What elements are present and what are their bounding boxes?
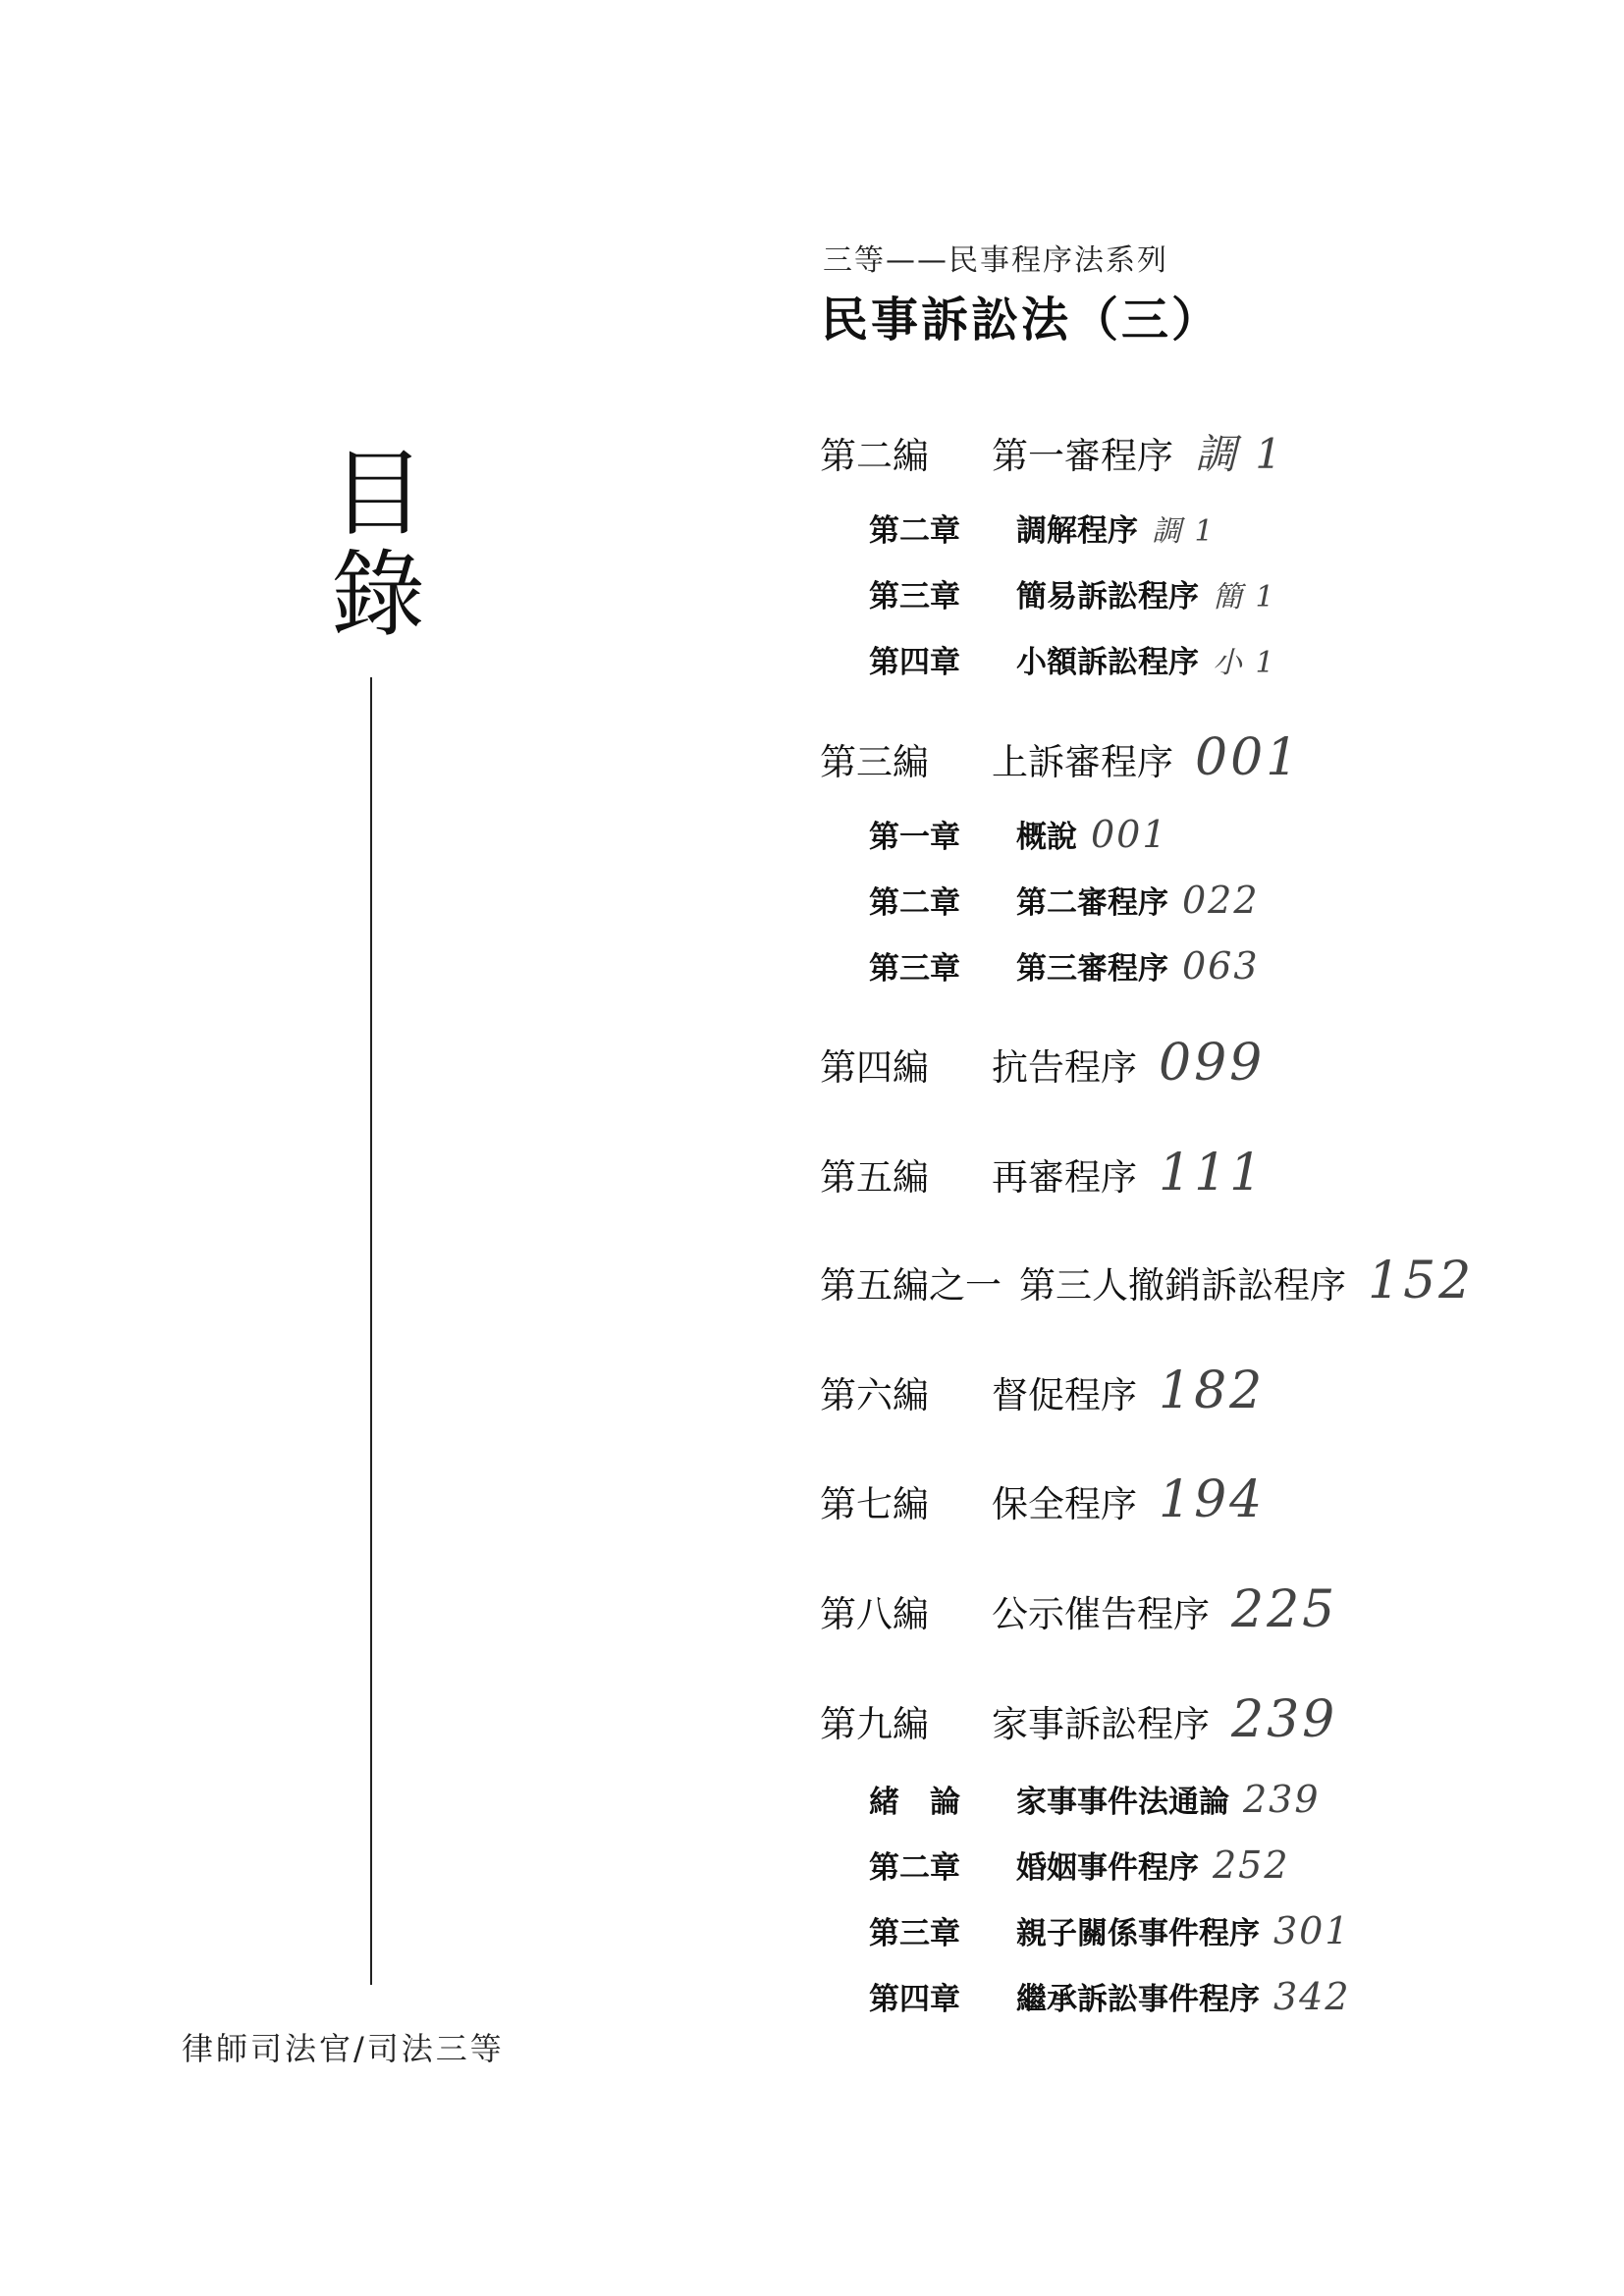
toc-chapter[interactable] xyxy=(869,1777,1321,1821)
toc-part-4[interactable] xyxy=(820,1034,1265,1093)
toc-chapter[interactable] xyxy=(869,637,1276,681)
toc-chapter[interactable] xyxy=(869,1842,1290,1887)
toc-part-3[interactable] xyxy=(820,728,1301,787)
toc-title: 家事事件法通論 xyxy=(1016,1785,1229,1820)
toc-page: 063 xyxy=(1182,944,1260,988)
toc-part-2[interactable] xyxy=(820,422,1284,481)
toc-page: 239 xyxy=(1231,1690,1338,1749)
vertical-divider xyxy=(370,677,372,1985)
toc-page: 001 xyxy=(1195,728,1302,787)
toc-number: 第二章 xyxy=(869,513,960,549)
toc-page: 001 xyxy=(1091,813,1168,856)
toc-title: 調解程序 xyxy=(1016,513,1138,549)
toc-page: 182 xyxy=(1159,1362,1266,1420)
toc-number: 第四編 xyxy=(820,1046,929,1089)
toc-part-5[interactable] xyxy=(820,1144,1265,1202)
toc-chapter[interactable] xyxy=(869,943,1260,988)
toc-page: 簡 1 xyxy=(1213,580,1276,614)
toc-title: 上訴審程序 xyxy=(992,741,1173,783)
toc-part-6[interactable] xyxy=(820,1362,1265,1420)
toc-title: 親子關係事件程序 xyxy=(1016,1916,1260,1951)
toc-page: 252 xyxy=(1213,1843,1290,1887)
toc-title: 第二審程序 xyxy=(1016,885,1168,921)
toc-part-9[interactable] xyxy=(820,1690,1337,1749)
toc-page: 022 xyxy=(1182,879,1260,922)
toc-number: 第四章 xyxy=(869,645,960,680)
toc-part-8[interactable] xyxy=(820,1580,1337,1639)
toc-number: 第八編 xyxy=(820,1593,929,1635)
toc-page: 239 xyxy=(1243,1778,1321,1821)
toc-title: 第三審程序 xyxy=(1016,951,1168,987)
toc-chapter[interactable] xyxy=(869,812,1168,856)
toc-title: 婚姻事件程序 xyxy=(1016,1850,1199,1886)
toc-number: 第二章 xyxy=(869,885,960,921)
toc-number: 第六編 xyxy=(820,1374,929,1416)
toc-title: 小額訴訟程序 xyxy=(1016,645,1199,680)
toc-number: 第九編 xyxy=(820,1703,929,1745)
toc-title: 第一審程序 xyxy=(992,435,1173,477)
toc-title: 抗告程序 xyxy=(992,1046,1137,1089)
toc-page: 194 xyxy=(1159,1470,1266,1529)
toc-page: 342 xyxy=(1273,1975,1351,2018)
toc-heading-char-1: 目 xyxy=(331,439,425,549)
series-label: 三等——民事程序法系列 xyxy=(823,243,1168,278)
toc-number: 緒 論 xyxy=(869,1785,960,1820)
toc-number: 第二編 xyxy=(820,435,929,477)
toc-page: 小 1 xyxy=(1213,646,1276,680)
toc-title: 再審程序 xyxy=(992,1156,1137,1199)
toc-number: 第四章 xyxy=(869,1982,960,2017)
toc-page: 調 1 xyxy=(1195,430,1285,478)
book-title: 民事訴訟法（三） xyxy=(821,293,1222,347)
toc-page: 調 1 xyxy=(1152,514,1216,549)
toc-page: 225 xyxy=(1231,1580,1338,1639)
toc-number: 第一章 xyxy=(869,820,960,855)
toc-title: 家事訴訟程序 xyxy=(992,1703,1210,1745)
toc-number: 第三章 xyxy=(869,951,960,987)
toc-title: 概說 xyxy=(1016,820,1077,855)
toc-part-7[interactable] xyxy=(820,1470,1265,1529)
footer-caption: 律師司法官/司法三等 xyxy=(182,2030,505,2067)
toc-chapter[interactable] xyxy=(869,571,1276,615)
toc-chapter[interactable] xyxy=(869,1908,1351,1952)
toc-heading-char-2: 錄 xyxy=(331,540,425,650)
toc-page: 111 xyxy=(1159,1144,1266,1202)
toc-page: 301 xyxy=(1273,1909,1351,1952)
toc-number: 第五編之一 xyxy=(820,1264,1001,1307)
toc-number: 第二章 xyxy=(869,1850,960,1886)
toc-chapter[interactable] xyxy=(869,506,1216,550)
toc-part-5-1[interactable] xyxy=(820,1252,1474,1310)
toc-title: 第三人撤銷訴訟程序 xyxy=(1019,1264,1346,1307)
toc-number: 第三章 xyxy=(869,579,960,614)
toc-title: 保全程序 xyxy=(992,1483,1137,1525)
toc-chapter[interactable] xyxy=(869,878,1260,922)
toc-number: 第三章 xyxy=(869,1916,960,1951)
toc-page: 099 xyxy=(1159,1034,1266,1093)
toc-title: 督促程序 xyxy=(992,1374,1137,1416)
toc-title: 繼承訴訟事件程序 xyxy=(1016,1982,1260,2017)
toc-title: 公示催告程序 xyxy=(992,1593,1210,1635)
toc-number: 第三編 xyxy=(820,741,929,783)
toc-number: 第五編 xyxy=(820,1156,929,1199)
toc-chapter[interactable] xyxy=(869,1974,1351,2018)
toc-page: 152 xyxy=(1368,1252,1475,1310)
toc-number: 第七編 xyxy=(820,1483,929,1525)
toc-title: 簡易訴訟程序 xyxy=(1016,579,1199,614)
